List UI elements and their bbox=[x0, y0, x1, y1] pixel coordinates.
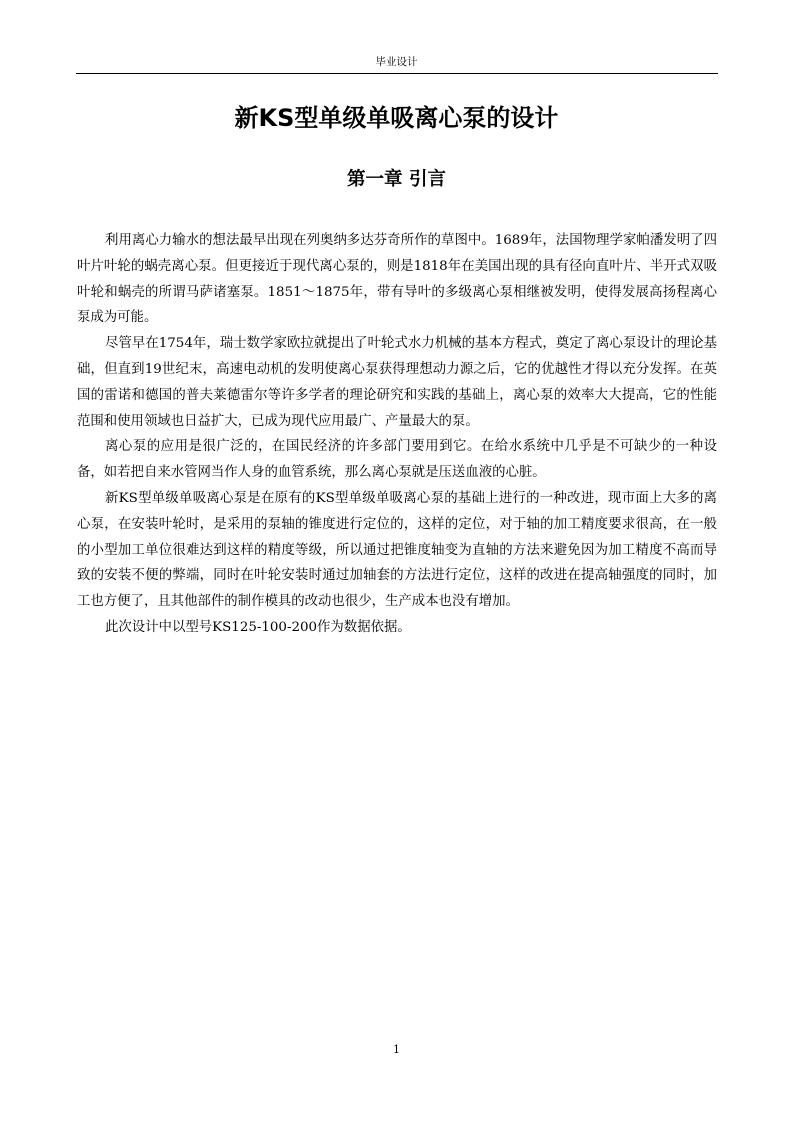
document-title: 新KS型单级单吸离心泵的设计 bbox=[234, 104, 559, 132]
paragraph-theory: 尽管早在1754年，瑞士数学家欧拉就提出了叶轮式水力机械的基本方程式，奠定了离心泵设计的理论基础，但直到19世纪末，高速电动机的发明使离心泵获得理想动力源之后，它的优越性才得以充分发挥。在英国的雷诺和德国的普夫莱德雷尔等许多学者的理论研究和实践的基础上，离心泵的效率大大提高，它的性能范围和使用领域也日益扩大，已成为现代应用最广、产量最大的泵。 bbox=[77, 336, 717, 429]
paragraph-applications: 离心泵的应用是很广泛的，在国民经济的许多部门要用到它。在给水系统中几乎是不可缺少的一种设备，如若把自来水管网当作人身的血管系统，那么离心泵就是压送血液的心脏。 bbox=[77, 439, 717, 481]
header-label: 毕业设计 bbox=[375, 56, 418, 68]
page-number: 1 bbox=[393, 1043, 400, 1056]
header-divider bbox=[76, 73, 718, 74]
paragraph-design-basis: 此次设计中以型号KS125-100-200作为数据依据。 bbox=[105, 619, 411, 635]
body-text bbox=[77, 228, 717, 641]
paragraph-improvement: 新KS型单级单吸离心泵是在原有的KS型单级单吸离心泵的基础上进行的一种改进，现市面上大多的离心泵，在安装叶轮时，是采用的泵轴的锥度进行定位的，这样的定位，对于轴的加工精度要求很高，在一般的小型加工单位很难达到这样的精度等级，所以通过把锥度轴变为直轴的方法来避免因为加工精度不高而导致的安装不便的弊端，同时在叶轮安装时通过加轴套的方法进行定位，这样的改进在提高轴强度的同时，加工也方便了，且其他部件的制作模具的改动也很少，生产成本也没有增加。 bbox=[77, 490, 717, 610]
chapter-title: 第一章 引言 bbox=[347, 169, 446, 190]
paragraph-history: 利用离心力输水的想法最早出现在列奥纳多达芬奇所作的草图中。1689年，法国物理学家帕潘发明了四叶片叶轮的蜗壳离心泵。但更接近于现代离心泵的，则是1818年在美国出现的具有径向直叶片、半开式双吸叶轮和蜗壳的所谓马萨诸塞泵。1851～1875年，带有导叶的多级离心泵相继被发明，使得发展高扬程离心泵成为可能。 bbox=[77, 233, 717, 326]
